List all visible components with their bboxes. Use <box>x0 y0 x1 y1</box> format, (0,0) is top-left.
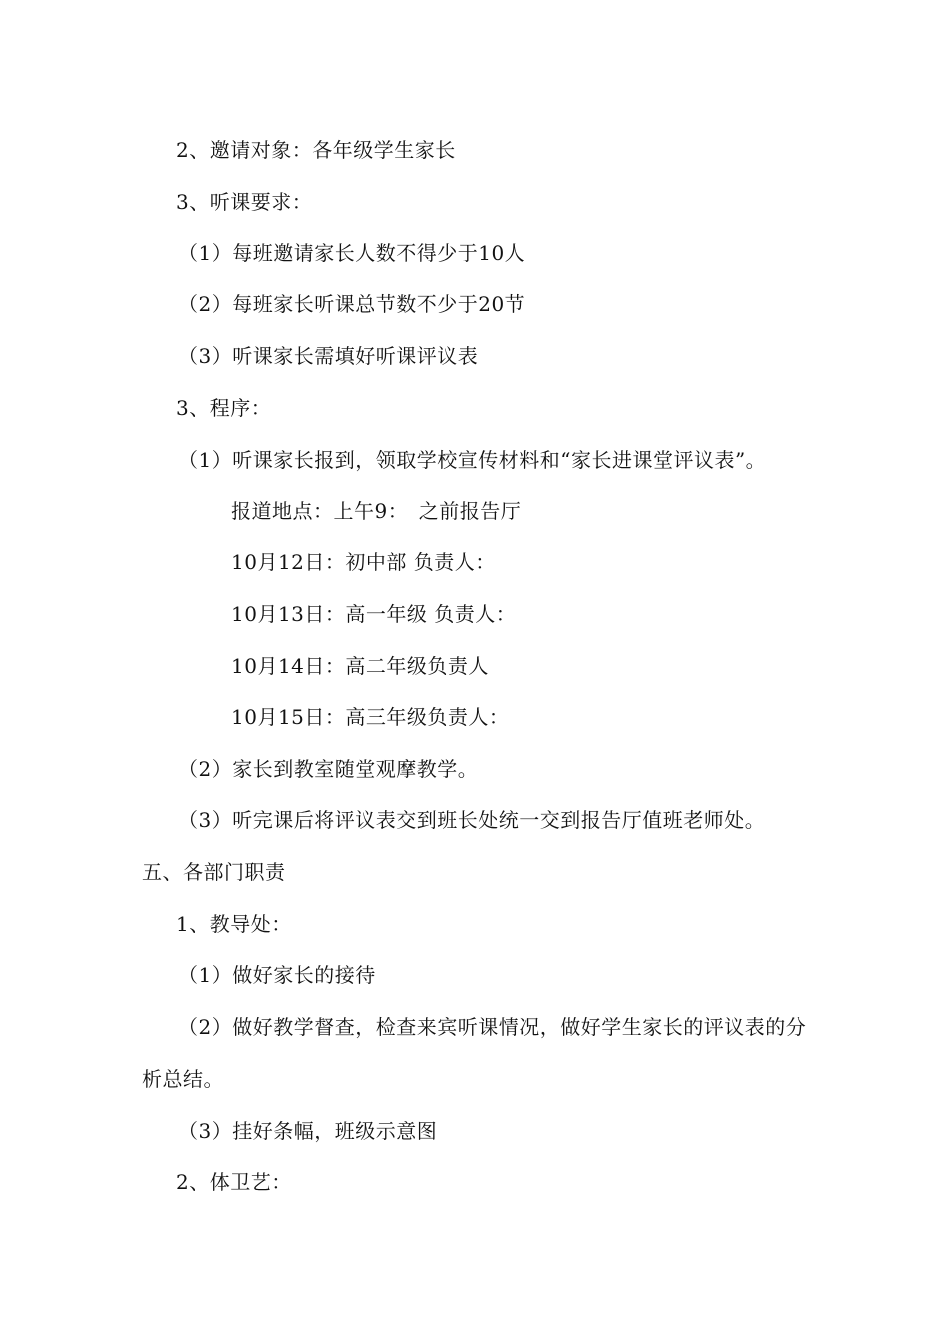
academic-office-item-2-continued: 析总结。 <box>142 1067 224 1091</box>
check-in-location: 报道地点：上午9： 之前报告厅 <box>231 499 522 523</box>
academic-office-item-2: （2）做好教学督查，检查来宾听课情况，做好学生家长的评议表的分 <box>178 1015 807 1039</box>
schedule-oct-15: 10月15日：高三年级负责人： <box>231 705 510 729</box>
procedure-item-2: （2）家长到教室随堂观摩教学。 <box>178 757 479 781</box>
procedure-item-3: （3）听完课后将评议表交到班长处统一交到报告厅值班老师处。 <box>178 808 766 832</box>
requirement-item-3: （3）听课家长需填好听课评议表 <box>178 344 479 368</box>
academic-office-item-3: （3）挂好条幅，班级示意图 <box>178 1119 438 1143</box>
schedule-oct-13: 10月13日：高一年级 负责人： <box>231 602 517 626</box>
requirement-item-2: （2）每班家长听课总节数不少于20节 <box>178 292 526 316</box>
requirement-item-1: （1）每班邀请家长人数不得少于10人 <box>178 241 526 265</box>
procedure-heading: 3、程序： <box>176 396 272 420</box>
section-heading-5: 五、各部门职责 <box>142 860 286 884</box>
sports-health-arts-heading: 2、体卫艺： <box>176 1170 292 1194</box>
lesson-requirements-heading: 3、听课要求： <box>176 190 313 214</box>
academic-office-heading: 1、教导处： <box>176 912 292 936</box>
invite-target-line: 2、邀请对象：各年级学生家长 <box>176 138 456 162</box>
schedule-oct-12: 10月12日：初中部 负责人： <box>231 550 496 574</box>
schedule-oct-14: 10月14日：高二年级负责人 <box>231 654 489 678</box>
academic-office-item-1: （1）做好家长的接待 <box>178 963 376 987</box>
procedure-item-1: （1）听课家长报到，领取学校宣传材料和“家长进课堂评议表”。 <box>178 448 767 472</box>
